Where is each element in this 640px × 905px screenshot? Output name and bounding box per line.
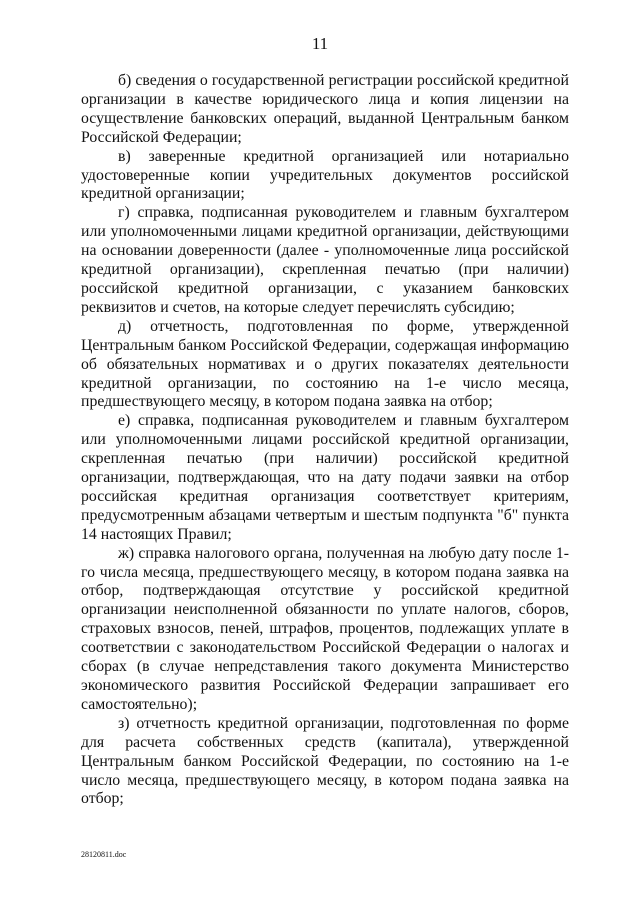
paragraph-g: г) справка, подписанная руководителем и главным бухгалтером или уполномоченными лицами кредитной организации, действующими на основании доверенности (далее - уполномоченные лица российской кредитной организации), скрепленная печатью (при наличии) российской кредитной организации, с указанием банковских реквизитов и счетов, на которые следует перечислять субсидию;: [81, 204, 569, 316]
paragraph-z: з) отчетность кредитной организации, подготовленная по форме для расчета собственных средств (капитала), утвержденной Центральным банком Российской Федерации, по состоянию на 1-е число месяца, предшествующего месяцу, в котором подана заявка на отбор;: [81, 714, 569, 808]
page-number: 11: [311, 34, 329, 53]
paragraph-e: е) справка, подписанная руководителем и главным бухгалтером или уполномоченными лицами российской кредитной организации, скрепленная печатью (при наличии) российской кредитной организации, подтверждающая, что на дату подачи заявки на отбор российская кредитная организация соответствует критериям, предусмотренным абзацами четвертым и шестым подпункта "б" пункта 14 настоящих Правил;: [81, 412, 569, 543]
paragraph-v: в) заверенные кредитной организацией или нотариально удостоверенные копии учредительных документов российской кредитной организации;: [81, 147, 569, 203]
paragraph-d: д) отчетность, подготовленная по форме, утвержденной Центральным банком Российской Федерации, содержащая информацию об обязательных нормативах и о других показателях деятельности кредитной организации, по состоянию на 1-е число месяца, предшествующего месяцу, в котором подана заявка на отбор;: [81, 317, 569, 411]
footer-filename: 28120811.doc: [81, 850, 127, 859]
paragraph-zh: ж) справка налогового органа, полученная на любую дату после 1-го числа месяца, предшествующего месяцу, в котором подана заявка на отбор, подтверждающая отсутствие у российской кредитной организации неисполненной обязанности по уплате налогов, сборов, страховых взносов, пеней, штрафов, процентов, подлежащих уплате в соответствии с законодательством Российской Федерации о налогах и сборах (в случае непредставления такого документа Министерство экономического развития Российской Федерации запрашивает его самостоятельно);: [81, 544, 569, 713]
document-body: [81, 72, 569, 809]
paragraph-b: б) сведения о государственной регистрации российской кредитной организации в качестве юридического лица и копия лицензии на осуществление банковских операций, выданной Центральным банком Российской Федерации;: [81, 72, 569, 146]
